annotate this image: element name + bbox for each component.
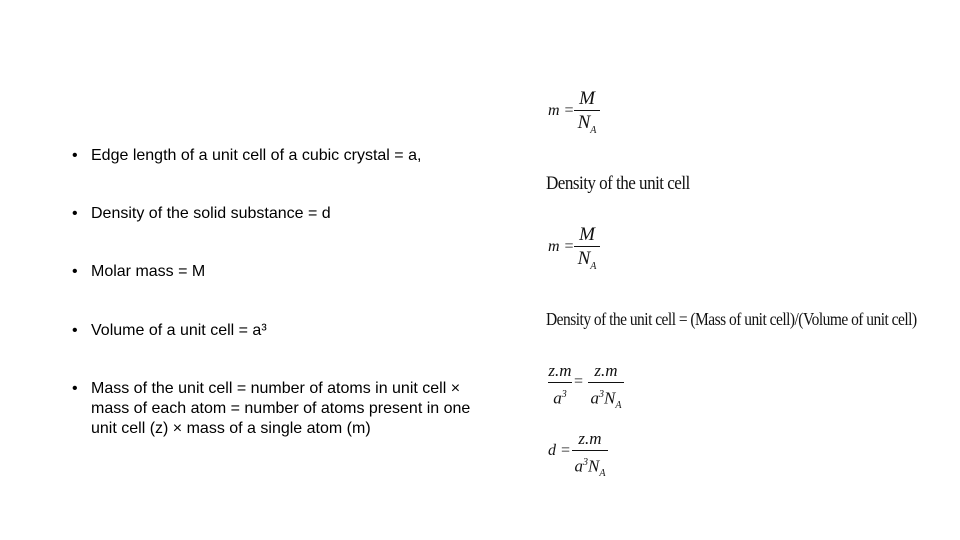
numerator: M xyxy=(579,224,595,245)
fraction-left xyxy=(548,360,572,411)
fraction xyxy=(574,88,600,143)
cube-exponent: 3 xyxy=(561,389,567,400)
a-symbol: a xyxy=(553,388,562,408)
formula-density-ratio xyxy=(548,360,638,416)
bullet-dot: • xyxy=(72,205,78,222)
bullet-text: Density of the solid substance = d xyxy=(91,205,331,222)
a-subscript: A xyxy=(590,260,597,272)
a-subscript: A xyxy=(590,124,597,136)
formula-density-final xyxy=(548,428,628,484)
bullet-density xyxy=(72,204,472,224)
bullet-edge-length xyxy=(72,146,472,166)
formula-lhs: m = xyxy=(548,102,575,119)
caption-density-unit-cell: Density of the unit cell xyxy=(546,173,690,194)
bullet-text: Molar mass = M xyxy=(91,263,206,280)
numerator: z.m xyxy=(548,361,572,380)
denominator xyxy=(588,383,624,418)
bullet-dot: • xyxy=(72,263,78,280)
bullet-text: Volume of a unit cell = a³ xyxy=(91,322,267,339)
formula-lhs: m = xyxy=(548,238,575,255)
fraction-right xyxy=(588,360,624,418)
numerator: M xyxy=(579,88,595,109)
formula-lhs: d = xyxy=(548,442,571,459)
caption-density-formula: Density of the unit cell = (Mass of unit cell)/(Volume of unit cell) xyxy=(546,309,917,329)
denominator xyxy=(572,451,608,486)
n-symbol: N xyxy=(577,248,591,269)
numerator: z.m xyxy=(594,361,618,380)
bullet-text: Edge length of a unit cell of a cubic crystal = a, xyxy=(91,147,422,164)
denominator xyxy=(574,111,600,143)
bullet-dot: • xyxy=(72,380,78,397)
denominator xyxy=(574,247,600,279)
fraction xyxy=(572,428,608,486)
equals-sign: = xyxy=(574,373,584,390)
bullet-dot: • xyxy=(72,322,78,339)
bullet-mass-unit-cell xyxy=(72,379,472,439)
n-symbol: N xyxy=(588,456,600,476)
a-subscript: A xyxy=(599,468,606,480)
cube-exponent: 3 xyxy=(599,389,605,400)
cube-exponent: 3 xyxy=(583,457,589,468)
denominator xyxy=(548,383,572,411)
numerator: z.m xyxy=(578,429,602,448)
fraction xyxy=(574,224,600,279)
a-subscript: A xyxy=(615,400,622,412)
bullet-dot: • xyxy=(72,147,78,164)
bullet-molar-mass xyxy=(72,262,472,282)
a-symbol: a xyxy=(574,456,584,476)
bullet-volume xyxy=(72,321,472,341)
bullet-text: Mass of the unit cell = number of atoms in unit cell × mass of each atom = number of atoms present in one unit cell (z) × mass of a single atom (m) xyxy=(91,380,471,437)
n-symbol: N xyxy=(577,112,591,133)
n-symbol: N xyxy=(604,388,616,408)
a-symbol: a xyxy=(590,388,600,408)
formula-mass-1 xyxy=(548,88,608,142)
formula-mass-2 xyxy=(548,224,608,278)
